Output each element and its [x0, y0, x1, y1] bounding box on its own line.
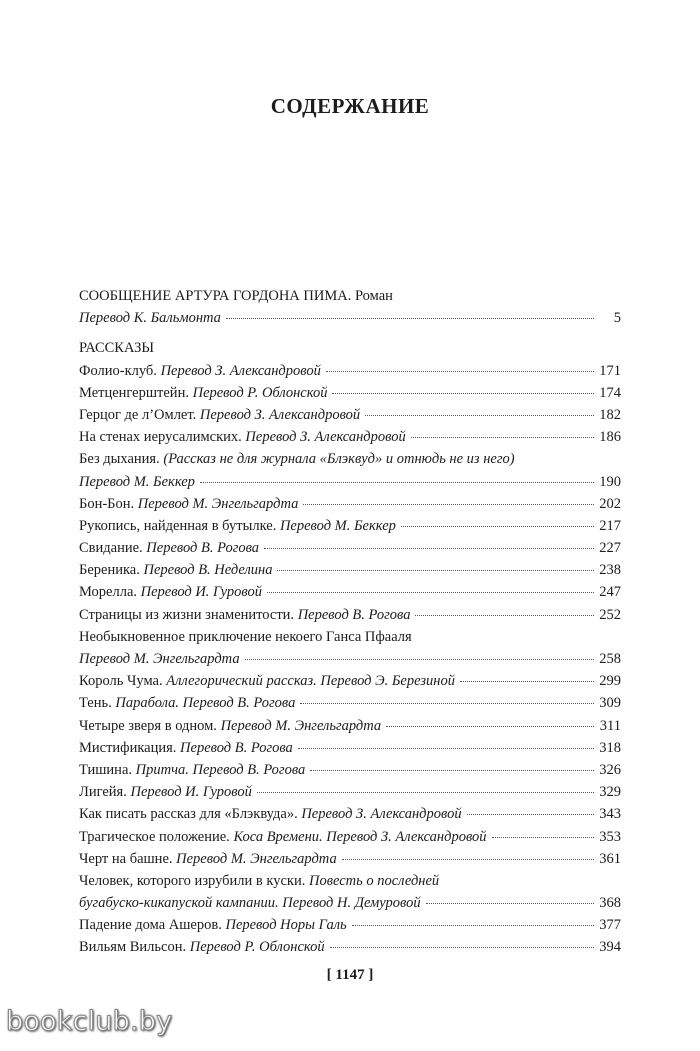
page-number: 174: [599, 384, 621, 401]
dot-leader: [267, 588, 594, 593]
entry-title: Тишина.: [79, 761, 133, 778]
dot-leader: [415, 611, 594, 616]
toc-entry: [79, 781, 621, 803]
entry-title: Необыкновенное приключение некоего Ганса Пфааля: [79, 628, 412, 645]
entry-translator-note: Перевод З. Александровой: [241, 429, 406, 446]
entry-translator-note: Перевод В. Рогова: [294, 606, 411, 623]
entry-translator-note: Перевод В. Рогова: [176, 739, 293, 756]
entry-translator-note: Перевод М. Энгельгардта: [134, 495, 299, 512]
toc-entry: [79, 759, 621, 781]
page-number: 368: [599, 895, 621, 912]
novel-title: СООБЩЕНИЕ АРТУРА ГОРДОНА ПИМА.: [79, 288, 352, 304]
page-number: 171: [599, 362, 621, 379]
toc-entry: [79, 404, 621, 426]
entry-title: Вильям Вильсон.: [79, 939, 187, 956]
entry-title: Герцог де л’Омлет.: [79, 406, 197, 423]
entry-title: Трагическое положение.: [79, 828, 230, 845]
dot-leader: [386, 722, 594, 727]
entry-title: На стенах иерусалимских.: [79, 429, 242, 446]
section-heading: РАССКАЗЫ: [79, 340, 154, 357]
page-number: 252: [599, 606, 621, 623]
page-number: 326: [599, 761, 621, 778]
dot-leader: [342, 855, 594, 860]
dot-leader: [257, 788, 594, 793]
toc-entry: [79, 803, 621, 825]
entry-translator-note: Парабола. Перевод В. Рогова: [111, 695, 296, 712]
toc-entry: [79, 692, 621, 714]
page-number: 361: [599, 850, 621, 867]
page-number: 299: [599, 673, 621, 690]
folio-page-number: [ 1147 ]: [326, 967, 374, 983]
entry-translator-note: Перевод М. Энгельгардта: [172, 850, 337, 867]
entry-translator-note: Перевод М. Энгельгардта: [216, 717, 382, 734]
dot-leader: [460, 677, 594, 682]
dot-leader: [326, 367, 594, 372]
entry-translator-note: Перевод Р. Облонской: [188, 384, 328, 401]
toc-entry: [79, 471, 621, 493]
entry-translator-note: Коса Времени. Перевод З. Александровой: [229, 828, 487, 845]
entry-translator-note: Перевод В. Рогова: [142, 540, 260, 557]
toc-entry: [79, 493, 621, 515]
page-number: 258: [599, 651, 621, 667]
page-number: 377: [599, 917, 621, 934]
dot-leader: [277, 566, 594, 571]
page-number: 186: [599, 429, 621, 446]
page-title: СОДЕРЖАНИЕ: [270, 94, 430, 118]
dot-leader: [467, 810, 594, 815]
entry-title: Рукопись, найденная в бутылке.: [79, 517, 277, 534]
watermark-logo: bookclub.by: [6, 1006, 173, 1037]
toc-entry: [79, 581, 621, 603]
entry-title: Тень.: [79, 695, 112, 712]
page-number: 329: [599, 784, 621, 801]
dot-leader: [365, 411, 594, 416]
entry-translator-note: (Рассказ не для журнала «Блэквуд» и отнюдь не из него): [159, 451, 515, 468]
entry-title: Морелла.: [79, 584, 137, 601]
page-number: 309: [599, 695, 621, 712]
dot-leader: [245, 655, 594, 660]
toc-entry: [79, 737, 621, 759]
entry-title: Страницы из жизни знаменитости.: [79, 606, 295, 623]
toc-entry: [79, 848, 621, 870]
entry-title: Черт на башне.: [79, 850, 173, 867]
toc-entry: [79, 360, 621, 382]
entry-title: Фолио-клуб.: [79, 362, 157, 379]
toc-entry: [79, 870, 621, 892]
entry-title: Падение дома Ашеров.: [79, 917, 222, 934]
dot-leader: [401, 522, 594, 527]
entry-title: Метценгерштейн.: [79, 384, 189, 401]
toc-entry: [79, 382, 621, 404]
toc-entry: [79, 537, 621, 559]
entry-title: Король Чума.: [79, 673, 163, 690]
novel-translator: Перевод К. Бальмонта: [79, 310, 221, 327]
toc-novel-title: [79, 285, 621, 307]
entry-translator-note: Перевод И. Гуровой: [137, 584, 263, 601]
page-number: 247: [599, 584, 621, 601]
entry-title: Как писать рассказ для «Блэквуда».: [79, 806, 298, 823]
dot-leader: [264, 544, 594, 549]
page-number: 318: [599, 739, 621, 756]
entry-translator-note: Перевод З. Александровой: [156, 362, 321, 379]
toc-entry: [79, 559, 621, 581]
table-of-contents: [79, 285, 621, 959]
toc-entry: [79, 426, 621, 448]
toc-entries: [79, 360, 621, 959]
entry-translator-note: Перевод В. Неделина: [139, 562, 273, 579]
toc-entry: [79, 670, 621, 692]
entry-translator-note: Перевод М. Беккер: [276, 517, 396, 534]
page-number: 343: [599, 806, 621, 823]
dot-leader: [492, 833, 594, 838]
dot-leader: [298, 744, 594, 749]
dot-leader: [226, 314, 594, 319]
page-number: 353: [599, 828, 621, 845]
toc-entry: [79, 914, 621, 936]
dot-leader: [332, 389, 594, 394]
entry-title: Мистификация.: [79, 739, 177, 756]
toc-novel-translator: [79, 307, 621, 329]
entry-title: Береника.: [79, 562, 140, 579]
entry-translator-note: Перевод М. Энгельгардта: [79, 651, 240, 667]
dot-leader: [426, 899, 594, 904]
entry-translator-note: Повесть о последней: [305, 872, 440, 889]
page-number: 190: [599, 473, 621, 490]
dot-leader: [200, 478, 594, 483]
toc-entry: [79, 892, 621, 914]
entry-title: Человек, которого изрубили в куски.: [79, 872, 306, 889]
entry-title: Четыре зверя в одном.: [79, 717, 217, 734]
page-number: 217: [599, 517, 621, 534]
entry-title: Лигейя.: [79, 784, 127, 801]
toc-entry: [79, 936, 621, 958]
page-number: 238: [599, 562, 621, 579]
page-number: 5: [613, 310, 621, 327]
dot-leader: [303, 500, 594, 505]
entry-translator-note: Перевод М. Беккер: [79, 473, 195, 490]
dot-leader: [411, 433, 594, 438]
toc-entry: [79, 648, 621, 670]
page-number: 227: [599, 540, 621, 557]
entry-translator-note: Притча. Перевод В. Рогова: [132, 761, 306, 778]
entry-translator-note: Перевод Норы Галь: [221, 917, 347, 934]
entry-translator-note: Перевод И. Гуровой: [126, 784, 252, 801]
dot-leader: [330, 943, 594, 948]
entry-title: Бон-Бон.: [79, 495, 135, 512]
toc-entry: [79, 826, 621, 848]
toc-entry: [79, 448, 621, 470]
entry-translator-note: Перевод З. Александровой: [297, 806, 462, 823]
dot-leader: [300, 699, 594, 704]
dot-leader: [310, 766, 594, 771]
entry-translator-note: Аллегорический рассказ. Перевод Э. Березиной: [162, 673, 455, 690]
page-number: 182: [599, 406, 621, 423]
entry-translator-note: Перевод З. Александровой: [196, 406, 361, 423]
entry-title: Без дыхания.: [79, 451, 160, 468]
toc-entry: [79, 626, 621, 648]
entry-translator-note: Перевод Р. Облонской: [186, 939, 325, 956]
entry-translator-note: бугабуско-кикапуской кампании. Перевод Н. Демуровой: [79, 895, 421, 912]
toc-entry: [79, 515, 621, 537]
page-number: 394: [599, 939, 621, 956]
dot-leader: [352, 921, 594, 926]
page-number: 202: [599, 495, 621, 512]
novel-genre: Роман: [351, 288, 393, 304]
toc-entry: [79, 604, 621, 626]
toc-entry: [79, 715, 621, 737]
entry-title: Свидание.: [79, 540, 143, 557]
page-number: 311: [599, 717, 621, 734]
